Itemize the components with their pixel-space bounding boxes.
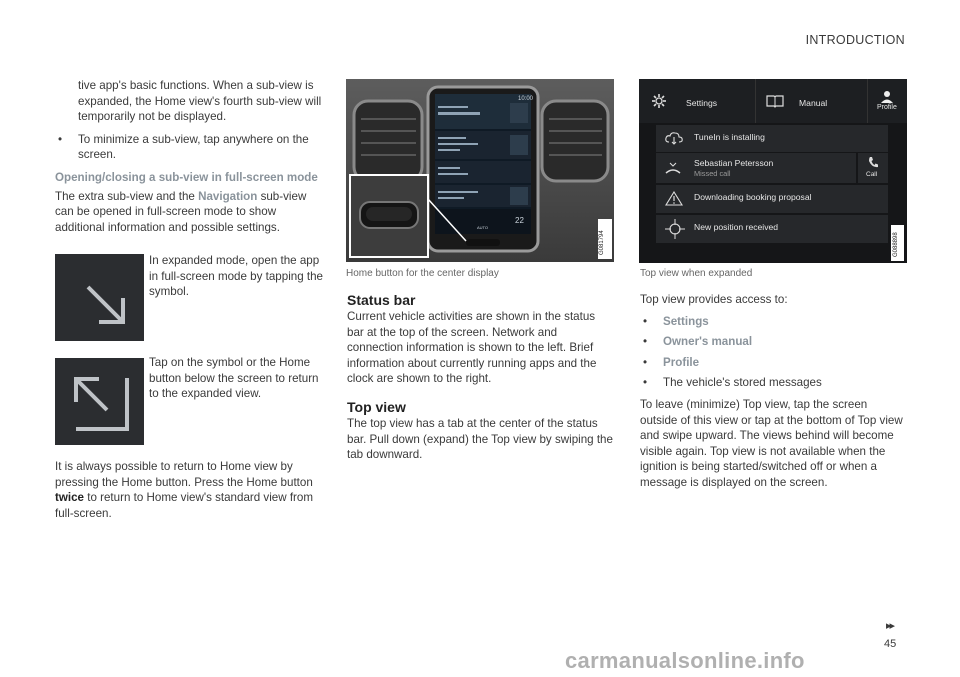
gear-icon[interactable]	[651, 93, 667, 111]
status-bar-heading: Status bar	[347, 292, 416, 308]
watermark: carmanualsonline.info	[565, 648, 805, 673]
manual-tab[interactable]: Manual	[799, 98, 828, 108]
notification-text: TuneIn is installing	[694, 132, 765, 142]
subheading-fullscreen: Opening/closing a sub-view in full-screen mode	[55, 170, 318, 184]
notification-text: Downloading booking proposal	[694, 192, 812, 202]
book-icon[interactable]	[766, 94, 784, 110]
missed-call-label: Missed call	[694, 169, 731, 178]
bullet-dot: •	[643, 335, 648, 349]
settings-link[interactable]: Settings	[663, 314, 709, 328]
continued-text: tive app's basic functions. When a sub-view is expanded, the Home view's fourth sub-view will temporarily not be displayed.	[78, 79, 322, 124]
paragraph-home-button	[55, 459, 323, 521]
caller-name: Sebastian Petersson	[694, 158, 774, 168]
notification-text: New position received	[694, 222, 779, 232]
bullet-dot: •	[58, 132, 63, 146]
photo-caption: Home button for the center display	[346, 268, 499, 279]
bullet-dot: •	[643, 314, 648, 328]
icon1-description: In expanded mode, open the app in full-screen mode by tapping the symbol.	[149, 254, 324, 299]
next-page-arrows: ▸▸	[886, 620, 894, 632]
missed-call-icon	[665, 161, 681, 177]
page-number: 45	[884, 638, 897, 650]
text-run: sub-view can be opened in full-screen mode to show additional information and possible settings.	[55, 189, 307, 234]
crosshair-icon	[665, 219, 685, 241]
topview-code: G088898	[893, 232, 899, 257]
list-item	[640, 355, 906, 371]
icon2-description: Tap on the symbol or the Home button below the screen to return to the expanded view.	[149, 356, 319, 401]
phone-icon	[868, 156, 878, 170]
left-column	[55, 78, 323, 235]
cloud-download-icon	[665, 131, 683, 147]
status-bar-text: Current vehicle activities are shown in the status bar at the top of the screen. Network and connection information is shown to the left. Brief information about currently running apps and the clock are shown to the right.	[347, 310, 597, 386]
collapse-arrow-icon	[55, 358, 144, 445]
paragraph-extra-subview	[55, 189, 323, 236]
right-column	[640, 292, 906, 491]
middle-column	[347, 292, 615, 463]
notification-row[interactable]	[656, 185, 888, 213]
call-label: Call	[866, 171, 878, 178]
top-view-screenshot	[639, 79, 907, 263]
text-run: to return to Home view's standard view from full-screen.	[55, 491, 314, 520]
notification-row[interactable]	[656, 215, 888, 243]
profile-tab[interactable]: Profile	[877, 104, 897, 111]
center-display-photo	[346, 79, 614, 262]
list-item	[640, 334, 906, 350]
text-run: It is always possible to return to Home view by pressing the Home button. Press the Home button	[55, 460, 313, 489]
screen-clock: 10:00	[518, 96, 534, 102]
section-header: INTRODUCTION	[805, 33, 905, 47]
notification-row[interactable]	[656, 153, 856, 183]
topview-caption: Top view when expanded	[640, 268, 753, 279]
emphasis-twice: twice	[55, 491, 84, 505]
list-item	[640, 375, 906, 391]
list-item	[640, 314, 906, 330]
photo-code: G081794	[599, 230, 605, 255]
owners-manual-link[interactable]: Owner's manual	[663, 335, 753, 349]
warning-icon	[665, 191, 683, 208]
leave-topview-paragraph: To leave (minimize) Top view, tap the screen outside of this view or tap at the bottom of Top view and swipe upward. The views behind will become visible again. Top view is not available when the ignition is being started/switched off or when a message is displayed on the screen.	[640, 397, 903, 489]
bullet-text: To minimize a sub-view, tap anywhere on the screen.	[78, 132, 309, 162]
bullet-minimize	[55, 132, 323, 163]
screen-temp: 22	[515, 216, 524, 225]
top-view-heading: Top view	[347, 398, 406, 415]
top-view-text: The top view has a tab at the center of the status bar. Pull down (expand) the Top view by swiping the tab downward.	[347, 416, 613, 462]
bullet-dot: •	[643, 355, 648, 369]
navigation-term: Navigation	[198, 189, 258, 203]
settings-tab[interactable]: Settings	[686, 98, 718, 108]
expand-arrow-icon	[55, 254, 144, 341]
tab-divider	[867, 79, 868, 123]
notification-row[interactable]	[656, 125, 888, 152]
text-run: The extra sub-view and the	[55, 189, 199, 203]
profile-link[interactable]: Profile	[663, 355, 700, 369]
access-intro: Top view provides access to:	[640, 293, 788, 306]
tab-divider	[755, 79, 756, 123]
bullet-dot: •	[643, 376, 648, 390]
call-button[interactable]	[858, 153, 888, 183]
stored-messages-text: The vehicle's stored messages	[663, 376, 822, 390]
screen-auto: AUTO	[477, 225, 489, 230]
